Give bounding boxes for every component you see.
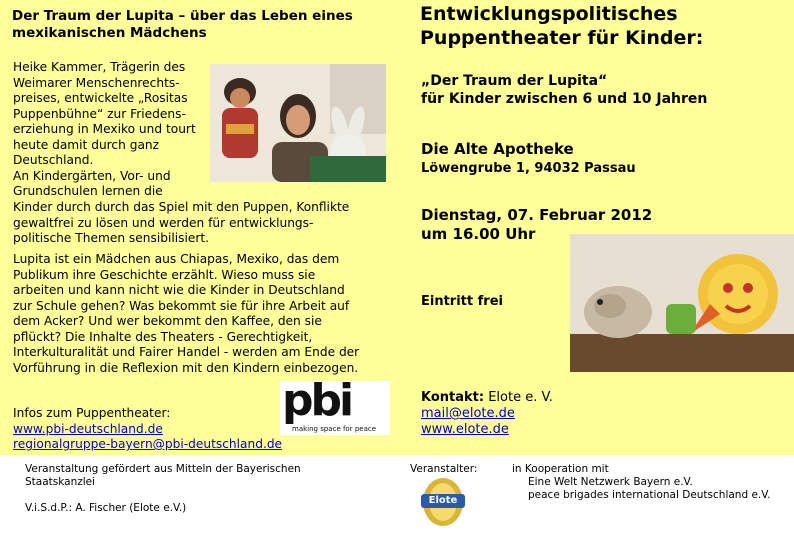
right-title-line: Puppentheater für Kinder: <box>420 27 704 49</box>
pbi-logo-tagline: making space for peace <box>292 425 377 433</box>
story-line: pflückt? Die Inhalte des Theaters - Gerechtigkeit, <box>13 329 313 344</box>
contact-line <box>421 390 553 406</box>
story-line: dem Acker? Und wer bekommt den Kaffee, den sie <box>13 314 322 328</box>
play-info <box>421 72 707 108</box>
story-paragraph <box>13 252 393 376</box>
story-line: zur Schule gehen? Was bekommt sie für ihre Arbeit auf <box>13 298 350 313</box>
contact-label: Kontakt: <box>421 390 485 405</box>
intro-line: gewaltfrei zu lösen und werden für entwicklungs- <box>13 215 314 230</box>
puppeteer-photo-illustration <box>210 64 386 182</box>
intro-line: politische Themen sensibilisiert. <box>13 231 210 245</box>
info-label: Infos zum Puppentheater: <box>13 406 171 420</box>
intro-line: Heike Kammer, Trägerin des <box>13 60 186 74</box>
visdp-note: V.i.S.d.P.: A. Fischer (Elote e.V.) <box>25 502 187 514</box>
intro-line: erziehung in Mexiko und tourt <box>13 122 196 136</box>
elote-logo-text: Elote <box>428 495 458 506</box>
intro-paragraph <box>13 60 213 200</box>
intro-line: Deutschland. <box>13 153 94 167</box>
event-date-line: Dienstag, 07. Februar 2012 <box>421 206 653 224</box>
puppet-photo <box>570 234 794 372</box>
funding-line: Veranstaltung gefördert aus Mitteln der Bayerischen <box>25 463 301 475</box>
elote-logo <box>418 476 468 528</box>
venue-name: Die Alte Apotheke <box>421 140 574 158</box>
intro-line: heute damit durch ganz <box>13 137 160 152</box>
funding-note <box>25 463 301 489</box>
intro-line: Puppenbühne“ zur Friedens- <box>13 106 186 121</box>
story-line: arbeiten und kann nicht wie die Kinder in Deutschland <box>13 283 345 297</box>
story-line: Lupita ist ein Mädchen aus Chiapas, Mexiko, das dem <box>13 252 340 266</box>
pbi-logo <box>280 375 390 435</box>
left-title <box>12 8 402 42</box>
puppeteer-photo <box>210 64 386 182</box>
info-section <box>13 406 282 453</box>
cooperation-label: in Kooperation mit <box>512 463 609 475</box>
contact-section <box>421 390 553 438</box>
right-title-line: Entwicklungspolitisches <box>420 3 678 25</box>
pbi-logo-letters: pbi <box>282 375 352 426</box>
intro-line: preises, entwickelte „Rositas <box>13 91 188 105</box>
admission-note: Eintritt frei <box>421 294 503 309</box>
pbi-website-link[interactable]: www.pbi-deutschland.de <box>13 421 163 436</box>
play-title: „Der Traum der Lupita“ <box>421 73 608 89</box>
intro-paragraph-cont <box>13 200 393 247</box>
story-line: Publikum ihre Geschichte erzählt. Wieso muss sie <box>13 267 316 282</box>
cooperation-section <box>512 463 770 502</box>
left-title-line: Der Traum der Lupita – über das Leben eines <box>12 8 353 24</box>
play-age: für Kinder zwischen 6 und 10 Jahren <box>421 91 708 107</box>
partner-2: peace brigades international Deutschland e.V. <box>528 489 771 501</box>
intro-line: An Kindergärten, Vor- und <box>13 168 171 183</box>
intro-line: Kinder durch durch das Spiel mit den Puppen, Konflikte <box>13 200 350 214</box>
event-time-line: um 16.00 Uhr <box>421 225 536 243</box>
organizer-label: Veranstalter: <box>410 463 478 475</box>
story-line: Interkulturalität und Fairer Handel - werden am Ende der <box>13 345 360 359</box>
right-title <box>420 2 790 50</box>
puppet-photo-illustration <box>570 234 794 372</box>
contact-org: Elote e. V. <box>484 390 553 405</box>
venue-address: Löwengrube 1, 94032 Passau <box>421 161 636 176</box>
story-line: Vorführung in die Reflexion mit den Kindern einbezogen. <box>13 360 359 375</box>
contact-web-link[interactable]: www.elote.de <box>421 422 509 437</box>
contact-email-link[interactable]: mail@elote.de <box>421 406 515 421</box>
left-title-line: mexikanischen Mädchens <box>12 25 207 41</box>
intro-line: Grundschulen lernen die <box>13 184 163 198</box>
pbi-email-link[interactable]: regionalgruppe-bayern@pbi-deutschland.de <box>13 437 283 451</box>
funding-line: Staatskanzlei <box>25 476 96 488</box>
intro-line: Weimarer Menschenrechts- <box>13 75 180 90</box>
partner-1: Eine Welt Netzwerk Bayern e.V. <box>528 476 693 488</box>
